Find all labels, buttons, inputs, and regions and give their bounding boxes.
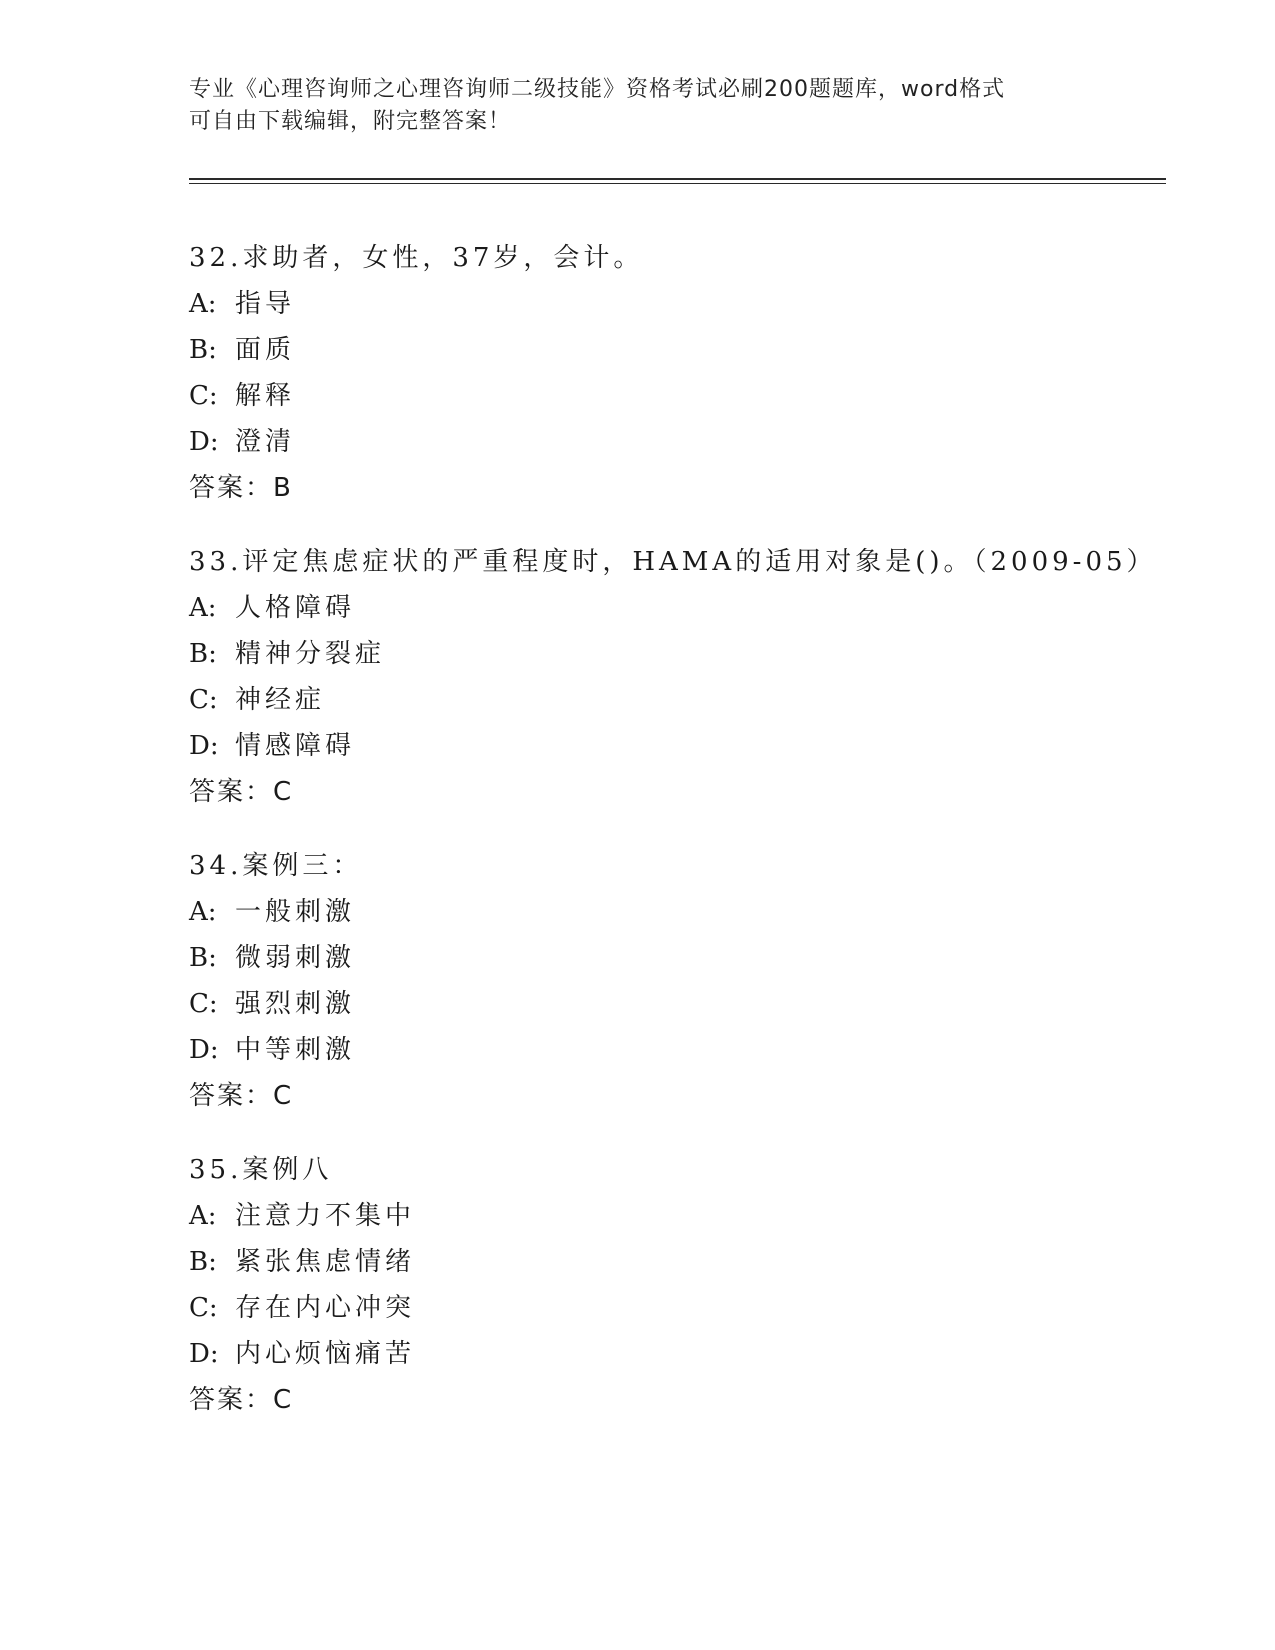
option-letter: C: <box>189 989 218 1019</box>
answer-line: 答案：C <box>189 1081 294 1111</box>
option-c <box>189 1285 1169 1331</box>
answer-line: 答案：B <box>189 473 293 503</box>
option-text: 微弱刺激 <box>235 943 356 973</box>
option-b <box>189 935 1169 981</box>
question-34 <box>189 843 1169 1119</box>
header-line-1: 专业《心理咨询师之心理咨询师二级技能》资格考试必刷200题题库，word格式 <box>189 77 1006 102</box>
question-33 <box>189 539 1169 815</box>
option-text: 注意力不集中 <box>235 1201 416 1231</box>
option-text: 强烈刺激 <box>235 989 356 1019</box>
option-a <box>189 281 1169 327</box>
option-text: 存在内心冲突 <box>235 1293 416 1323</box>
answer-line: 答案：C <box>189 1385 294 1415</box>
option-letter: A: <box>189 289 217 319</box>
question-stem: 35.案例八 <box>189 1155 333 1185</box>
option-text: 内心烦恼痛苦 <box>235 1339 416 1369</box>
option-letter: A: <box>189 897 217 927</box>
question-stem: 34.案例三： <box>189 851 363 881</box>
option-text: 精神分裂症 <box>235 639 386 669</box>
option-letter: D: <box>189 427 219 457</box>
option-text: 人格障碍 <box>235 593 356 623</box>
option-a <box>189 1193 1169 1239</box>
header-line-2: 可自由下载编辑，附完整答案！ <box>189 109 512 134</box>
option-d <box>189 723 1169 769</box>
option-a <box>189 585 1169 631</box>
document-header <box>189 74 1089 138</box>
option-text: 紧张焦虑情绪 <box>235 1247 416 1277</box>
option-b <box>189 631 1169 677</box>
answer-line: 答案：C <box>189 777 294 807</box>
option-text: 澄清 <box>235 427 296 457</box>
option-text: 指导 <box>235 289 296 319</box>
option-text: 神经症 <box>235 685 326 715</box>
option-letter: D: <box>189 1339 219 1369</box>
option-text: 一般刺激 <box>235 897 356 927</box>
option-b <box>189 327 1169 373</box>
option-text: 解释 <box>235 381 296 411</box>
option-letter: B: <box>189 943 217 973</box>
option-text: 面质 <box>235 335 296 365</box>
option-letter: C: <box>189 381 218 411</box>
option-a <box>189 889 1169 935</box>
question-stem: 32.求助者，女性，37岁，会计。 <box>189 243 644 273</box>
option-letter: D: <box>189 731 219 761</box>
option-letter: B: <box>189 335 217 365</box>
option-c <box>189 981 1169 1027</box>
question-stem: 33.评定焦虑症状的严重程度时，HAMA的适用对象是()。（2009-05） <box>189 547 1157 577</box>
option-letter: D: <box>189 1035 219 1065</box>
option-letter: A: <box>189 593 217 623</box>
option-d <box>189 419 1169 465</box>
question-35 <box>189 1147 1169 1423</box>
option-c <box>189 677 1169 723</box>
option-text: 中等刺激 <box>235 1035 356 1065</box>
option-letter: C: <box>189 685 218 715</box>
option-d <box>189 1331 1169 1377</box>
option-letter: B: <box>189 639 217 669</box>
header-divider-thick <box>189 178 1166 180</box>
option-letter: C: <box>189 1293 218 1323</box>
question-list <box>189 235 1169 1451</box>
option-b <box>189 1239 1169 1285</box>
option-text: 情感障碍 <box>235 731 356 761</box>
option-d <box>189 1027 1169 1073</box>
option-c <box>189 373 1169 419</box>
option-letter: B: <box>189 1247 217 1277</box>
question-32 <box>189 235 1169 511</box>
option-letter: A: <box>189 1201 217 1231</box>
header-divider-thin <box>189 183 1166 184</box>
